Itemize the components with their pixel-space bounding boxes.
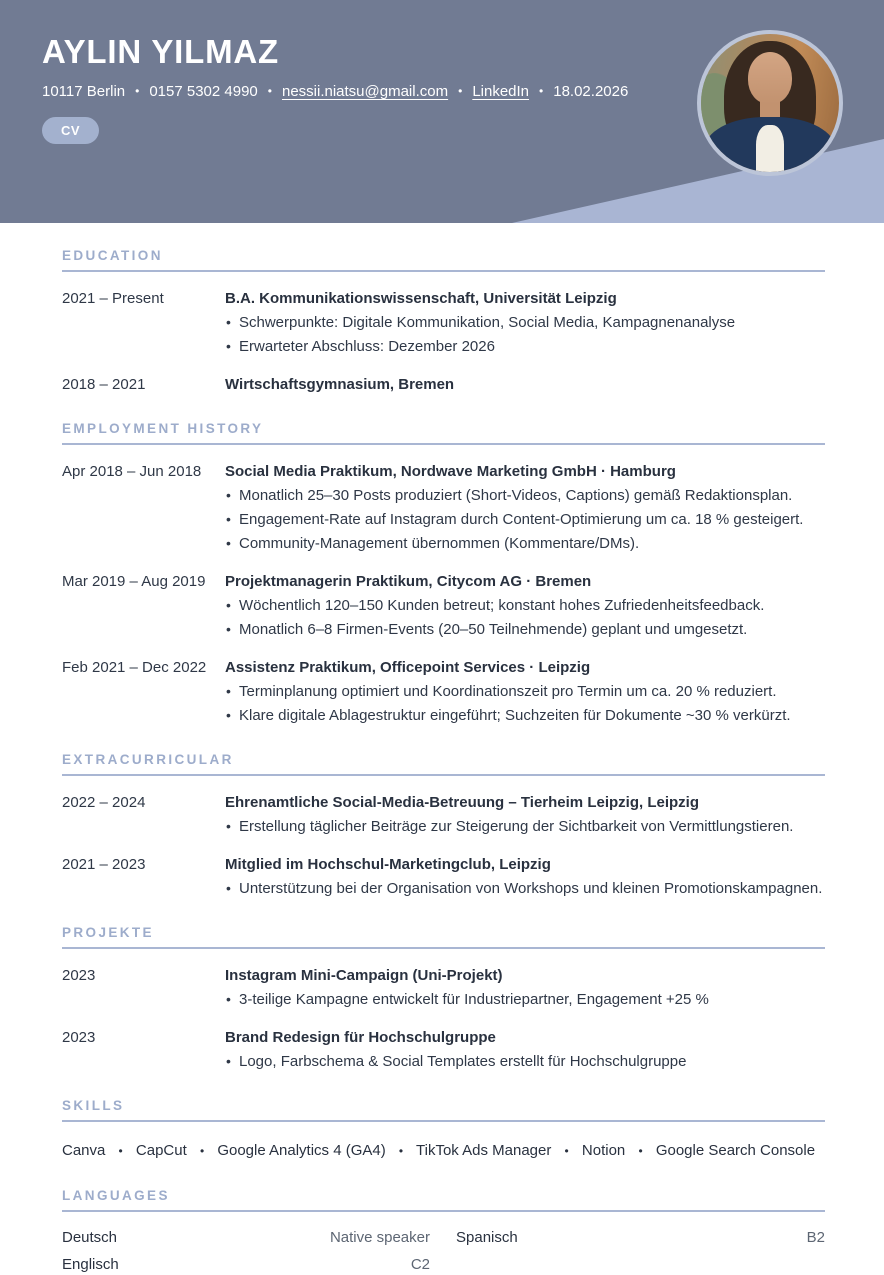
section-rule (62, 947, 825, 949)
skills-separator: • (118, 1144, 123, 1158)
section-heading-projects: PROJEKTE (62, 925, 154, 940)
entry-date: 2021 – 2023 (62, 856, 146, 873)
language-name: Englisch (62, 1256, 119, 1273)
entry-title: Wirtschaftsgymnasium, Bremen (225, 376, 455, 393)
entry-title: B.A. Kommunikationswissenschaft, Universität Leipzig (225, 290, 617, 307)
language-name: Deutsch (62, 1229, 118, 1246)
entry-title: Assistenz Praktikum, Officepoint Services · Leipzig (225, 659, 591, 676)
bullet-item: • 3-teilige Kampagne entwickelt für Industriepartner, Engagement +25 % (225, 989, 825, 1010)
bullet-item: • Klare digitale Ablagestruktur eingeführt; Suchzeiten für Dokumente ~30 % verkürzt. (225, 705, 825, 726)
section-employment (62, 421, 825, 726)
cv-badge: CV (42, 117, 99, 144)
section-rule (62, 1120, 825, 1122)
bullet-item: • Engagement-Rate auf Instagram durch Content-Optimierung um ca. 18 % gesteigert. (225, 509, 825, 530)
entry-bullets (225, 681, 825, 726)
bullet-item: • Wöchentlich 120–150 Kunden betreut; konstant hohes Zufriedenheitsfeedback. (225, 595, 825, 616)
entry-title: Mitglied im Hochschul-Marketingclub, Leipzig (225, 856, 551, 873)
entry-bullets (225, 816, 825, 837)
bullet-item: • Erstellung täglicher Beiträge zur Steigerung der Sichtbarkeit von Vermittlungstieren. (225, 816, 825, 837)
section-skills (62, 1098, 825, 1162)
entry-date: 2023 (62, 1029, 96, 1046)
entry-date: 2023 (62, 967, 96, 984)
section-heading-extracurricular: EXTRACURRICULAR (62, 752, 234, 767)
entry-date: Mar 2019 – Aug 2019 (62, 573, 206, 590)
skills-separator: • (398, 1144, 404, 1158)
section-education (62, 248, 825, 395)
language-name: Spanisch (456, 1229, 518, 1246)
contact-location: 10117 Berlin (42, 83, 126, 101)
section-rule (62, 1210, 825, 1212)
language-level: Native speaker (329, 1229, 430, 1246)
extracurricular-entry (62, 792, 825, 837)
bullet-item: • Monatlich 25–30 Posts produziert (Short-Videos, Captions) gemäß Redaktionsplan. (225, 485, 825, 506)
language-row-empty (456, 1254, 825, 1275)
entry-date: Feb 2021 – Dec 2022 (62, 659, 207, 676)
section-rule (62, 774, 825, 776)
education-entry (62, 374, 825, 395)
entry-date: 2018 – 2021 (62, 376, 146, 393)
project-entry (62, 1027, 825, 1072)
section-rule (62, 270, 825, 272)
section-heading-languages: LANGUAGES (62, 1188, 170, 1203)
section-heading-skills: SKILLS (62, 1098, 125, 1113)
contact-phone: 0157 5302 4990 (149, 83, 258, 101)
bullet-item: • Community-Management übernommen (Kommentare/DMs). (225, 533, 825, 554)
header (0, 0, 884, 223)
contact-separator: • (267, 84, 272, 99)
entry-bullets (225, 595, 825, 640)
photo-face (748, 52, 792, 104)
contact-date: 18.02.2026 (553, 83, 629, 101)
skill-item: Canva (62, 1142, 106, 1159)
contact-separator: • (458, 84, 463, 99)
employment-entry (62, 571, 825, 640)
email-link[interactable]: nessii.niatsu@gmail.com (281, 83, 449, 101)
entry-bullets (225, 485, 825, 554)
bullet-item: • Monatlich 6–8 Firmen-Events (20–50 Teilnehmende) geplant und umgesetzt. (225, 619, 825, 640)
project-entry (62, 965, 825, 1010)
entry-bullets (225, 312, 825, 357)
bullet-item: • Logo, Farbschema & Social Templates erstellt für Hochschulgruppe (225, 1051, 825, 1072)
section-heading-employment: EMPLOYMENT HISTORY (62, 421, 264, 436)
bullet-item: • Erwarteter Abschluss: Dezember 2026 (225, 336, 825, 357)
skills-separator: • (199, 1144, 205, 1158)
employment-entry (62, 461, 825, 554)
entry-date: 2022 – 2024 (62, 794, 146, 811)
skill-item: CapCut (135, 1142, 187, 1159)
section-languages (62, 1188, 825, 1275)
language-row (62, 1254, 430, 1275)
person-name: AYLIN YILMAZ (42, 33, 279, 70)
entry-title: Ehrenamtliche Social-Media-Betreuung – Tierheim Leipzig, Leipzig (225, 794, 699, 811)
skill-item: Notion (581, 1142, 626, 1159)
section-projects (62, 925, 825, 1072)
profile-photo (697, 30, 843, 176)
contact-separator: • (539, 84, 544, 99)
entry-bullets (225, 1051, 825, 1072)
section-rule (62, 443, 825, 445)
entry-bullets (225, 989, 825, 1010)
entry-title: Social Media Praktikum, Nordwave Marketing GmbH · Hamburg (225, 463, 676, 480)
bullet-item: • Unterstützung bei der Organisation von Workshops und kleinen Promotionskampagnen. (225, 878, 825, 899)
skill-item: Google Search Console (655, 1142, 816, 1159)
bullet-item: • Terminplanung optimiert und Koordinationszeit pro Termin um ca. 20 % reduziert. (225, 681, 825, 702)
entry-date: 2021 – Present (62, 290, 164, 307)
language-level: C2 (410, 1256, 430, 1273)
language-row (62, 1227, 430, 1248)
entry-title: Instagram Mini-Campaign (Uni-Projekt) (225, 967, 503, 984)
skills-separator: • (564, 1144, 569, 1158)
section-extracurricular (62, 752, 825, 899)
employment-entry (62, 657, 825, 726)
languages-grid (62, 1227, 825, 1275)
bullet-item: • Schwerpunkte: Digitale Kommunikation, Social Media, Kampagnenanalyse (225, 312, 825, 333)
entry-bullets (225, 878, 825, 899)
skills-list (62, 1140, 825, 1162)
entry-title: Projektmanagerin Praktikum, Citycom AG · Bremen (225, 573, 592, 590)
language-level: B2 (806, 1229, 825, 1246)
entry-title: Brand Redesign für Hochschulgruppe (225, 1029, 496, 1046)
linkedin-link[interactable]: LinkedIn (472, 83, 530, 101)
contact-separator: • (135, 84, 140, 99)
skill-item: TikTok Ads Manager (416, 1142, 552, 1159)
skill-item: Google Analytics 4 (GA4) (217, 1142, 386, 1159)
extracurricular-entry (62, 854, 825, 899)
education-entry (62, 288, 825, 357)
cv-body (0, 223, 884, 1275)
photo-blouse (756, 125, 784, 172)
section-heading-education: EDUCATION (62, 248, 163, 263)
skills-separator: • (638, 1144, 643, 1158)
entry-date: Apr 2018 – Jun 2018 (62, 463, 202, 480)
language-row (456, 1227, 825, 1248)
